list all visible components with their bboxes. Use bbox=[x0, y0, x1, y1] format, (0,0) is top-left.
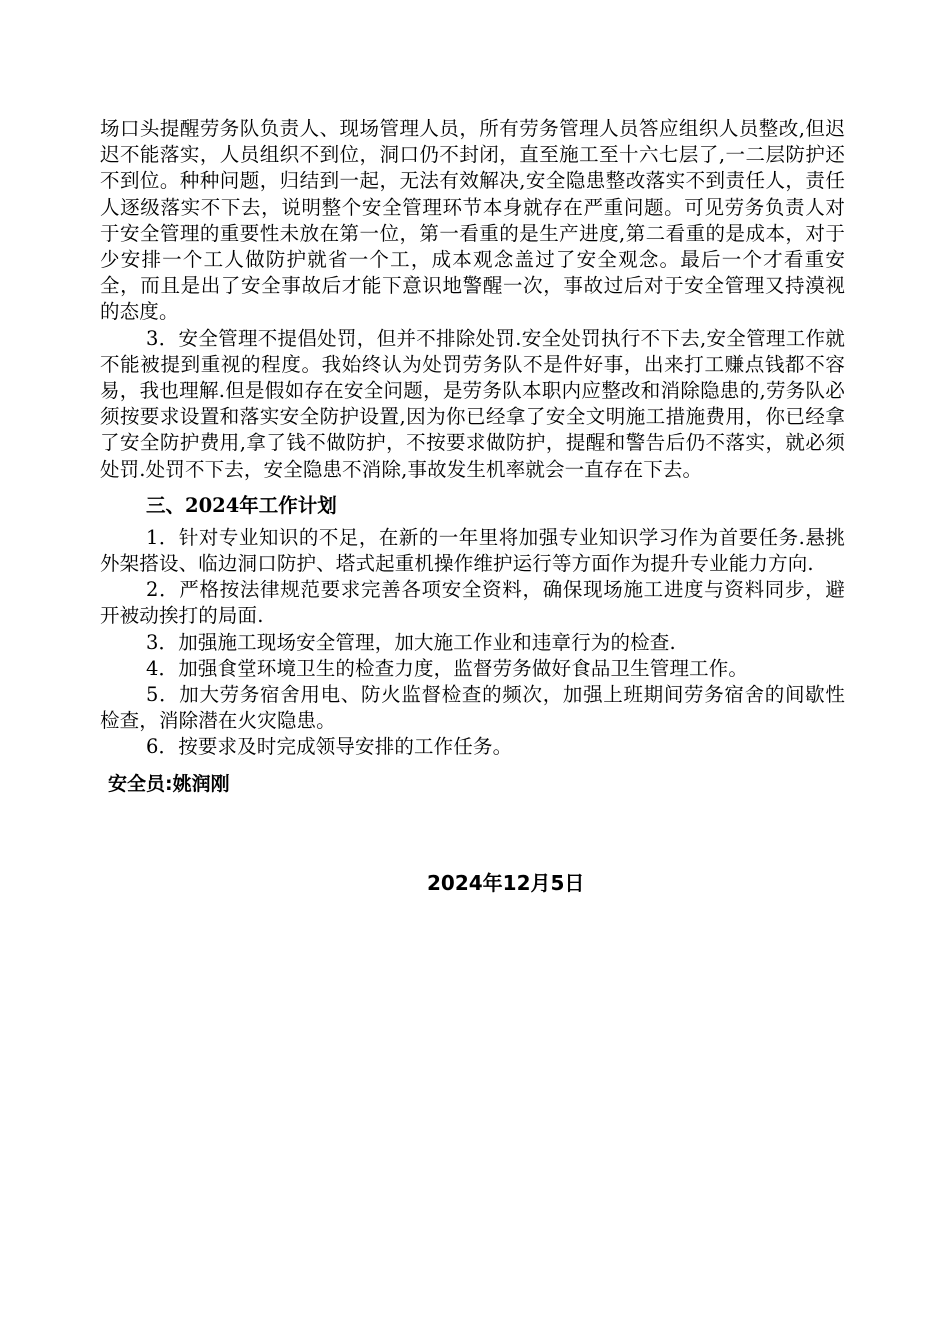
section-heading-work-plan: 三、2024年工作计划 bbox=[146, 493, 337, 517]
list-item: 6．按要求及时完成领导安排的工作任务。 bbox=[146, 735, 513, 759]
paragraph-penalty-policy: 3．安全管理不提倡处罚，但并不排除处罚.安全处罚执行不下去,安全管理工作就不能被提到重视的程度。我始终认为处罚劳务队不是件好事，出来打工赚点钱都不容易，我也理解.但是假如存在安全问题，是劳务队本职内应整改和消除隐患的,劳务队必须按要求设置和落实安全防护设置,因为你已经拿了安全文明施工措施费用，你已经拿了安全防护费用,拿了钱不做防护，不按要求做防护，提醒和警告后仍不落实，就必须处罚.处罚不下去，安全隐患不消除,事故发生机率就会一直存在下去。 bbox=[100, 326, 845, 481]
document-body bbox=[100, 116, 845, 797]
list-item: 2．严格按法律规范要求完善各项安全资料，确保现场施工进度与资料同步，避开被动挨打的局面. bbox=[100, 578, 845, 628]
list-item: 5．加大劳务宿舍用电、防火监督检查的频次，加强上班期间劳务宿舍的间歇性检查，消除潜在火灾隐患。 bbox=[100, 683, 845, 733]
work-plan-list bbox=[100, 525, 845, 761]
signer-line: 安全员:姚润刚 bbox=[108, 772, 230, 795]
list-item: 3．加强施工现场安全管理，加大施工作业和违章行为的检查. bbox=[146, 630, 676, 654]
document-date: 2024年12月5日 bbox=[427, 871, 585, 895]
list-item: 4．加强食堂环境卫生的检查力度，监督劳务做好食品卫生管理工作。 bbox=[146, 656, 749, 680]
list-item: 1．针对专业知识的不足，在新的一年里将加强专业知识学习作为首要任务.悬挑外架搭设、临边洞口防护、塔式起重机操作维护运行等方面作为提升专业能力方向. bbox=[100, 525, 845, 576]
paragraph-safety-issues: 场口头提醒劳务队负责人、现场管理人员，所有劳务管理人员答应组织人员整改,但迟迟不能落实，人员组织不到位，洞口仍不封闭，直至施工至十六七层了,一二层防护还不到位。种种问题，归结到一起，无法有效解决,安全隐患整改落实不到责任人，责任人逐级落实不下去，说明整个安全管理环节本身就存在严重问题。可见劳务负责人对于安全管理的重要性未放在第一位，第一看重的是生产进度,第二看重的是成本，对于少安排一个工人做防护就省一个工，成本观念盖过了安全观念。最后一个才看重安全，而且是出了安全事故后才能下意识地警醒一次，事故过后对于安全管理又持漠视的态度。 bbox=[100, 117, 845, 324]
